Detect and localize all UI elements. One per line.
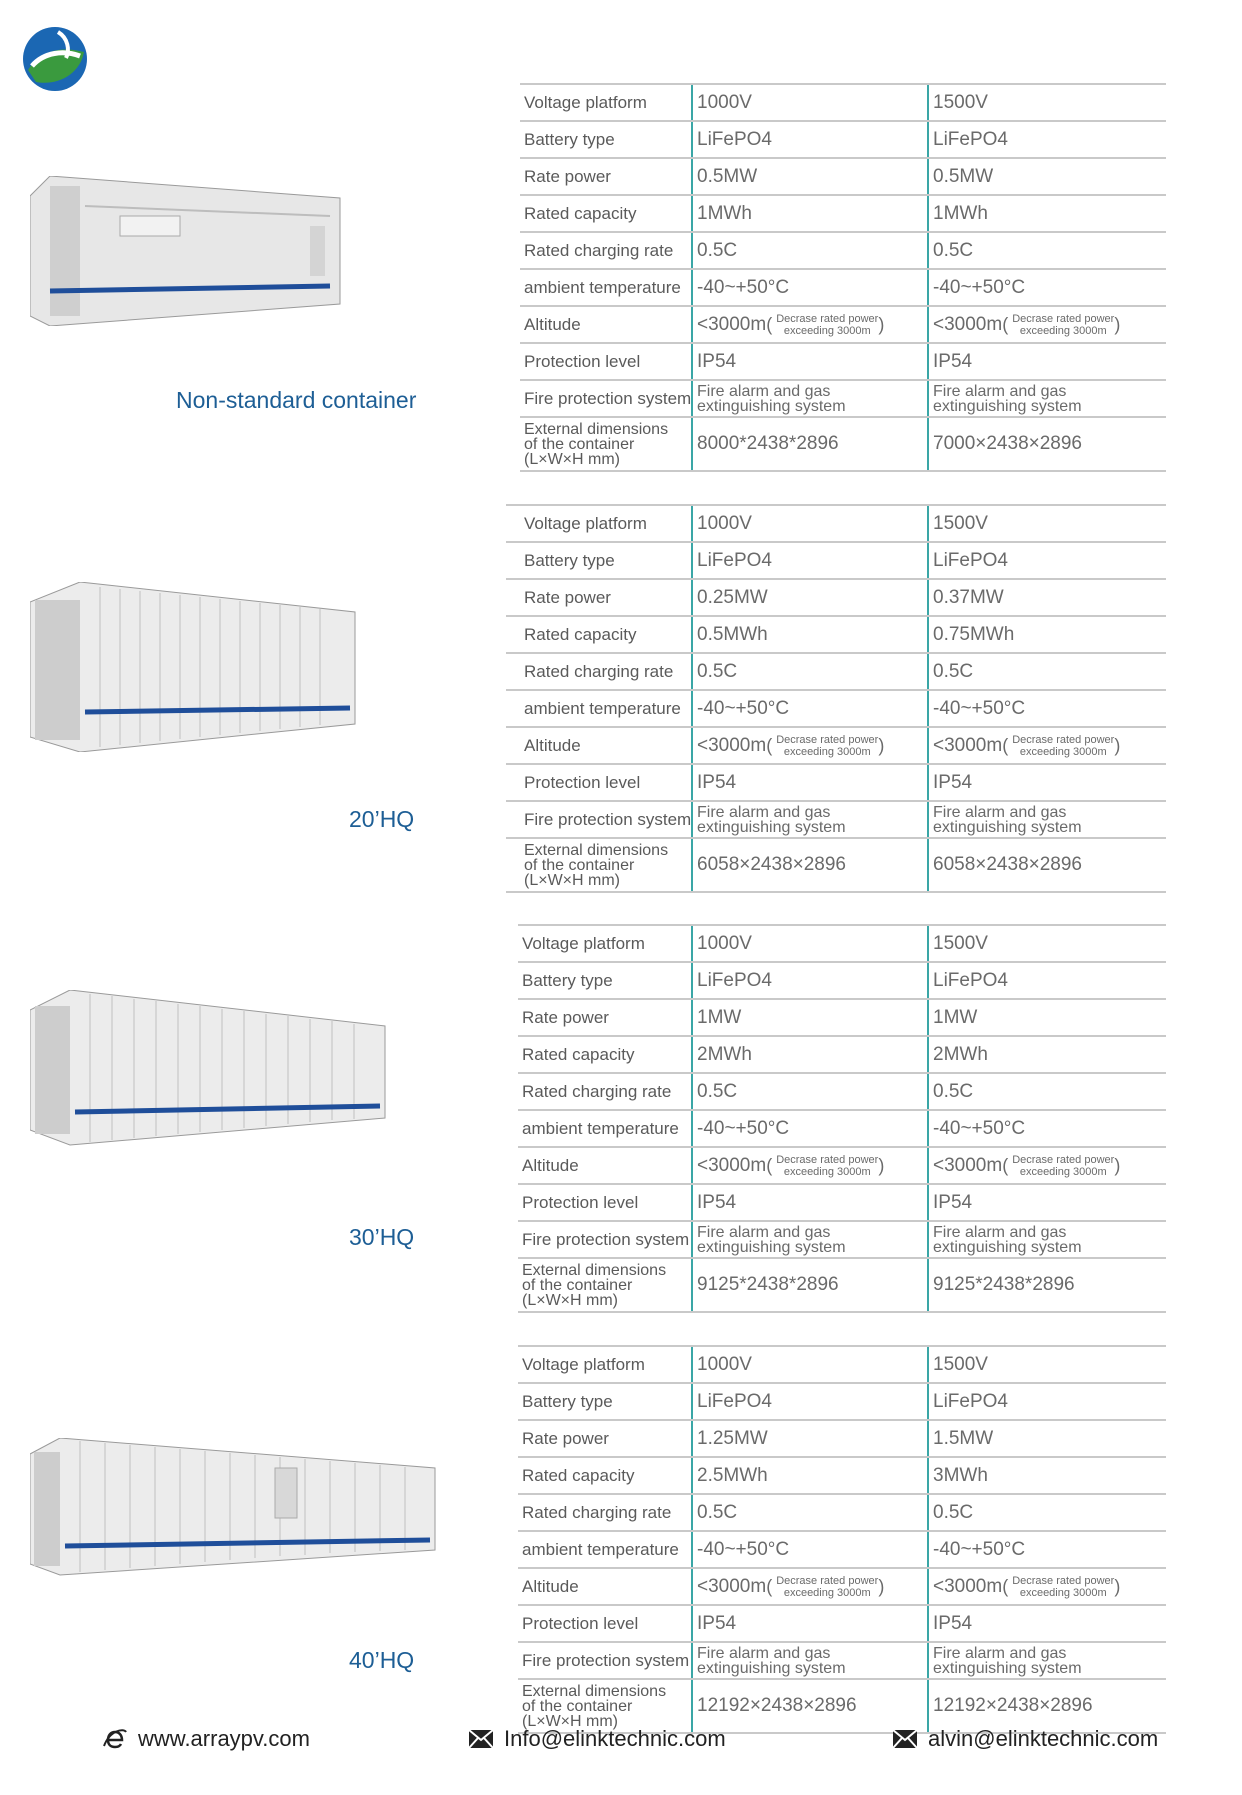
fire-value: Fire alarm and gas extinguishing system xyxy=(692,801,928,838)
temperature-value: -40~+50°C xyxy=(928,1110,1166,1147)
label-voltage: Voltage platform xyxy=(520,84,692,121)
envelope-icon xyxy=(892,1729,918,1749)
temperature-value: -40~+50°C xyxy=(692,690,928,727)
capacity-value: 1MWh xyxy=(928,195,1166,232)
rate-power-value: 1.25MW xyxy=(692,1420,928,1457)
fire-value: Fire alarm and gas extinguishing system xyxy=(692,380,928,417)
container-caption: 30’HQ xyxy=(349,1224,415,1250)
protection-value: IP54 xyxy=(692,1184,928,1221)
altitude-value: <3000m( Decrase rated power exceeding 3000m ) xyxy=(692,1568,928,1605)
fire-value: Fire alarm and gas extinguishing system xyxy=(692,1642,928,1679)
spec-table xyxy=(518,924,1166,1313)
altitude-value: <3000m( Decrase rated power exceeding 3000m ) xyxy=(928,727,1166,764)
email-text-info[interactable]: Info@elinktechnic.com xyxy=(504,1726,726,1751)
temperature-value: -40~+50°C xyxy=(692,269,928,306)
section-20hq xyxy=(0,500,1242,889)
label-fire: Fire protection system xyxy=(520,380,692,417)
container-image xyxy=(30,176,350,326)
voltage-1500v: 1500V xyxy=(928,1346,1166,1383)
altitude-value: <3000m( Decrase rated power exceeding 3000m ) xyxy=(692,306,928,343)
charging-value: 0.5C xyxy=(928,232,1166,269)
temperature-value: -40~+50°C xyxy=(928,690,1166,727)
row-battery xyxy=(520,121,1166,158)
label-battery: Battery type xyxy=(518,1383,692,1420)
label-protection: Protection level xyxy=(518,1184,692,1221)
label-rate-power: Rate power xyxy=(518,1420,692,1457)
capacity-value: 2.5MWh xyxy=(692,1457,928,1494)
container-caption: Non-standard container xyxy=(176,387,417,413)
dimensions-value: 6058×2438×2896 xyxy=(928,838,1166,892)
label-charging: Rated charging rate xyxy=(506,653,692,690)
rate-power-value: 1MW xyxy=(928,999,1166,1036)
label-altitude: Altitude xyxy=(520,306,692,343)
protection-value: IP54 xyxy=(928,1605,1166,1642)
fire-value: Fire alarm and gas extinguishing system xyxy=(692,1221,928,1258)
dimensions-value: 12192×2438×2896 xyxy=(692,1679,928,1733)
email-link-info[interactable] xyxy=(468,1726,726,1752)
charging-value: 0.5C xyxy=(692,1494,928,1531)
section-40hq xyxy=(0,1340,1242,1730)
fire-value: Fire alarm and gas extinguishing system xyxy=(928,380,1166,417)
spec-table xyxy=(518,1345,1166,1734)
dimensions-value: 9125*2438*2896 xyxy=(928,1258,1166,1312)
row-protection xyxy=(520,343,1166,380)
capacity-value: 2MWh xyxy=(928,1036,1166,1073)
label-dimensions: External dimensions of the container (L×W×H mm) xyxy=(518,1679,692,1733)
battery-value: LiFePO4 xyxy=(928,1383,1166,1420)
protection-value: IP54 xyxy=(692,343,928,380)
dimensions-value: 9125*2438*2896 xyxy=(692,1258,928,1312)
voltage-1000v: 1000V xyxy=(692,925,928,962)
rate-power-value: 1.5MW xyxy=(928,1420,1166,1457)
protection-value: IP54 xyxy=(692,764,928,801)
section-non-standard xyxy=(0,80,1242,468)
capacity-value: 2MWh xyxy=(692,1036,928,1073)
label-rate-power: Rate power xyxy=(518,999,692,1036)
rate-power-value: 0.5MW xyxy=(928,158,1166,195)
row-capacity xyxy=(520,195,1166,232)
voltage-1000v: 1000V xyxy=(692,84,928,121)
row-fire xyxy=(520,380,1166,417)
label-temperature: ambient temperature xyxy=(518,1110,692,1147)
section-30hq xyxy=(0,918,1242,1309)
charging-value: 0.5C xyxy=(692,1073,928,1110)
label-capacity: Rated capacity xyxy=(506,616,692,653)
protection-value: IP54 xyxy=(928,764,1166,801)
label-battery: Battery type xyxy=(506,542,692,579)
label-temperature: ambient temperature xyxy=(506,690,692,727)
battery-value: LiFePO4 xyxy=(928,962,1166,999)
fire-value: Fire alarm and gas extinguishing system xyxy=(928,1221,1166,1258)
battery-value: LiFePO4 xyxy=(928,121,1166,158)
container-image xyxy=(30,1438,440,1578)
row-temperature xyxy=(520,269,1166,306)
container-image xyxy=(30,990,390,1150)
dimensions-value: 8000*2438*2896 xyxy=(692,417,928,471)
label-charging: Rated charging rate xyxy=(518,1073,692,1110)
capacity-value: 0.75MWh xyxy=(928,616,1166,653)
row-dimensions xyxy=(520,417,1166,471)
charging-value: 0.5C xyxy=(928,653,1166,690)
label-dimensions: External dimensions of the container (L×W×H mm) xyxy=(506,838,692,892)
label-battery: Battery type xyxy=(520,121,692,158)
row-rate-power xyxy=(520,158,1166,195)
row-charging xyxy=(520,232,1166,269)
protection-value: IP54 xyxy=(692,1605,928,1642)
envelope-icon xyxy=(468,1729,494,1749)
rate-power-value: 1MW xyxy=(692,999,928,1036)
capacity-value: 1MWh xyxy=(692,195,928,232)
website-link[interactable] xyxy=(102,1726,310,1752)
label-protection: Protection level xyxy=(518,1605,692,1642)
container-caption: 40’HQ xyxy=(349,1647,415,1673)
rate-power-value: 0.5MW xyxy=(692,158,928,195)
dimensions-value: 12192×2438×2896 xyxy=(928,1679,1166,1733)
rate-power-value: 0.37MW xyxy=(928,579,1166,616)
altitude-value: <3000m( Decrase rated power exceeding 3000m ) xyxy=(928,1147,1166,1184)
capacity-value: 0.5MWh xyxy=(692,616,928,653)
charging-value: 0.5C xyxy=(928,1073,1166,1110)
charging-value: 0.5C xyxy=(928,1494,1166,1531)
label-fire: Fire protection system xyxy=(518,1221,692,1258)
fire-value: Fire alarm and gas extinguishing system xyxy=(928,801,1166,838)
battery-value: LiFePO4 xyxy=(692,962,928,999)
charging-value: 0.5C xyxy=(692,232,928,269)
label-altitude: Altitude xyxy=(518,1568,692,1605)
label-voltage: Voltage platform xyxy=(506,505,692,542)
container-image xyxy=(30,582,360,752)
charging-value: 0.5C xyxy=(692,653,928,690)
capacity-value: 3MWh xyxy=(928,1457,1166,1494)
label-capacity: Rated capacity xyxy=(518,1036,692,1073)
label-fire: Fire protection system xyxy=(506,801,692,838)
label-charging: Rated charging rate xyxy=(520,232,692,269)
altitude-value: <3000m( Decrase rated power exceeding 3000m ) xyxy=(692,1147,928,1184)
temperature-value: -40~+50°C xyxy=(928,1531,1166,1568)
label-temperature: ambient temperature xyxy=(520,269,692,306)
label-protection: Protection level xyxy=(520,343,692,380)
label-altitude: Altitude xyxy=(506,727,692,764)
dimensions-value: 6058×2438×2896 xyxy=(692,838,928,892)
label-dimensions: External dimensions of the container (L×W×H mm) xyxy=(520,417,692,471)
label-temperature: ambient temperature xyxy=(518,1531,692,1568)
spec-table xyxy=(520,83,1166,472)
label-voltage: Voltage platform xyxy=(518,925,692,962)
altitude-value: <3000m( Decrase rated power exceeding 3000m ) xyxy=(928,1568,1166,1605)
website-text[interactable]: www.arraypv.com xyxy=(138,1726,310,1751)
label-fire: Fire protection system xyxy=(518,1642,692,1679)
voltage-1500v: 1500V xyxy=(928,925,1166,962)
email-text-alvin[interactable]: alvin@elinktechnic.com xyxy=(928,1726,1159,1751)
protection-value: IP54 xyxy=(928,1184,1166,1221)
fire-value: Fire alarm and gas extinguishing system xyxy=(928,1642,1166,1679)
voltage-1000v: 1000V xyxy=(692,1346,928,1383)
label-battery: Battery type xyxy=(518,962,692,999)
voltage-1500v: 1500V xyxy=(928,84,1166,121)
footer-contacts xyxy=(0,1726,1242,1766)
voltage-1500v: 1500V xyxy=(928,505,1166,542)
browser-e-icon xyxy=(102,1726,128,1752)
label-rate-power: Rate power xyxy=(506,579,692,616)
protection-value: IP54 xyxy=(928,343,1166,380)
battery-value: LiFePO4 xyxy=(692,1383,928,1420)
battery-value: LiFePO4 xyxy=(928,542,1166,579)
battery-value: LiFePO4 xyxy=(692,121,928,158)
temperature-value: -40~+50°C xyxy=(692,1531,928,1568)
email-link-alvin[interactable] xyxy=(892,1726,1158,1752)
label-charging: Rated charging rate xyxy=(518,1494,692,1531)
voltage-1000v: 1000V xyxy=(692,505,928,542)
label-protection: Protection level xyxy=(506,764,692,801)
row-altitude xyxy=(520,306,1166,343)
spec-table xyxy=(506,504,1166,893)
label-rate-power: Rate power xyxy=(520,158,692,195)
label-altitude: Altitude xyxy=(518,1147,692,1184)
label-dimensions: External dimensions of the container (L×W×H mm) xyxy=(518,1258,692,1312)
label-voltage: Voltage platform xyxy=(518,1346,692,1383)
temperature-value: -40~+50°C xyxy=(928,269,1166,306)
label-capacity: Rated capacity xyxy=(518,1457,692,1494)
rate-power-value: 0.25MW xyxy=(692,579,928,616)
battery-value: LiFePO4 xyxy=(692,542,928,579)
container-caption: 20’HQ xyxy=(349,806,415,832)
temperature-value: -40~+50°C xyxy=(692,1110,928,1147)
row-voltage xyxy=(520,84,1166,121)
altitude-value: <3000m( Decrase rated power exceeding 3000m ) xyxy=(928,306,1166,343)
dimensions-value: 7000×2438×2896 xyxy=(928,417,1166,471)
altitude-value: <3000m( Decrase rated power exceeding 3000m ) xyxy=(692,727,928,764)
label-capacity: Rated capacity xyxy=(520,195,692,232)
